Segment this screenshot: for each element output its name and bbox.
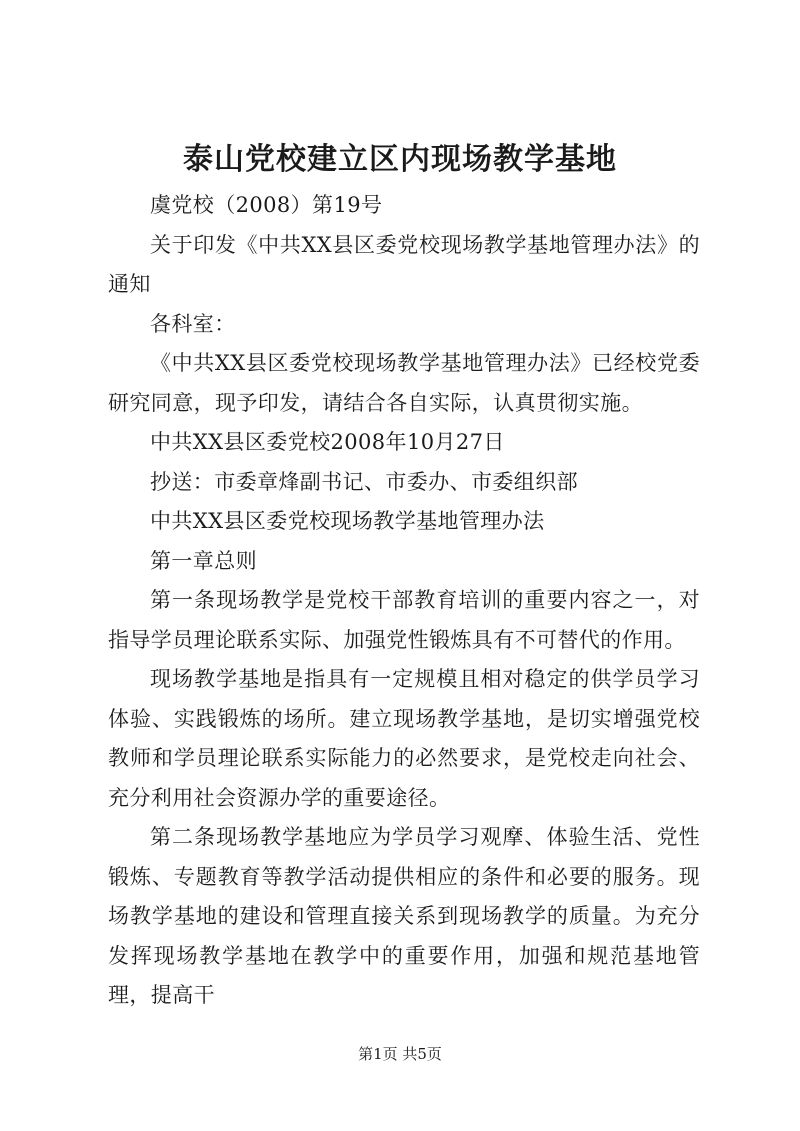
regulation-title: 中共XX县区委党校现场教学基地管理办法	[150, 509, 545, 533]
chapter-heading: 第一章总则	[150, 548, 257, 573]
document-title: 泰山党校建立区内现场教学基地	[183, 142, 617, 177]
document-number: 虞党校（2008）第19号	[150, 193, 383, 217]
issuer-date: 中共XX县区委党校2008年10月27日	[150, 430, 505, 454]
addressee: 各科室：	[150, 311, 236, 336]
article-1: 第一条现场教学是党校干部教育培训的重要内容之一，对指导学员理论联系实际、加强党性锻炼具有不可替代的作用。	[108, 588, 700, 652]
page-footer: 第1页 共5页	[358, 1045, 442, 1063]
notice-body: 《中共XX县区委党校现场教学基地管理办法》已经校党委研究同意，现予印发，请结合各自实际，认真贯彻实施。	[108, 351, 700, 415]
article-1-definition: 现场教学基地是指具有一定规模且相对稳定的供学员学习体验、实践锻炼的场所。建立现场教学基地，是切实增强党校教师和学员理论联系实际能力的必然要求，是党校走向社会、充分利用社会资源办学的重要途径。	[108, 667, 700, 810]
cc-line: 抄送：市委章烽副书记、市委办、市委组织部	[150, 469, 578, 494]
document-body	[108, 186, 700, 1016]
notice-heading: 关于印发《中共XX县区委党校现场教学基地管理办法》的通知	[108, 232, 700, 296]
article-2: 第二条现场教学基地应为学员学习观摩、体验生活、党性锻炼、专题教育等教学活动提供相应的条件和必要的服务。现场教学基地的建设和管理直接关系到现场教学的质量。为充分发挥现场教学基地在教学中的重要作用，加强和规范基地管理，提高干	[108, 825, 700, 1007]
